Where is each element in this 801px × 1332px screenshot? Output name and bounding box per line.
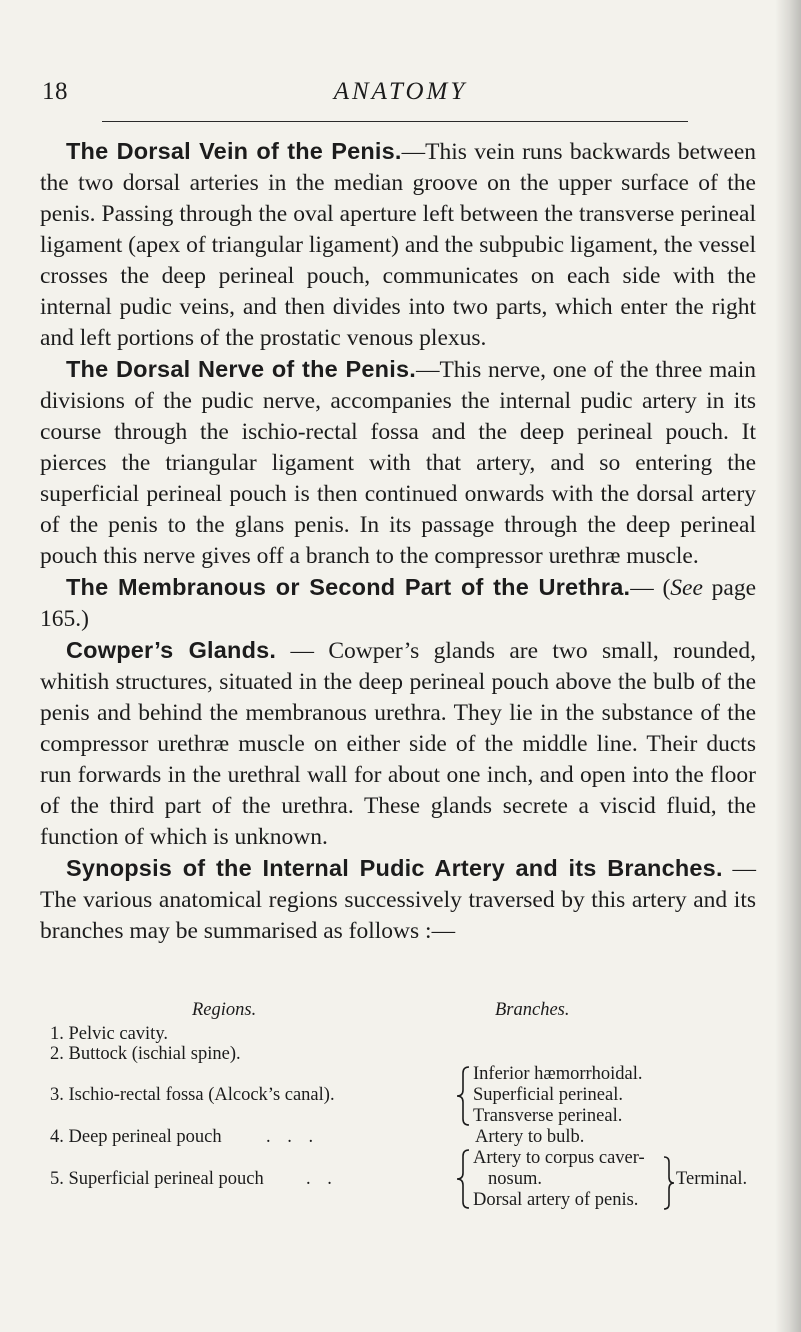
- branch-row: Artery to bulb.: [475, 1127, 585, 1147]
- heading-dorsal-nerve: The Dorsal Nerve of the Penis.: [66, 356, 416, 382]
- synopsis-table: [40, 1000, 756, 1220]
- text-dorsal-nerve: —This nerve, one of the three main divisions of the pudic nerve, accompanies the internal pudic artery in its course through the ischio-rectal fossa and the deep perineal pouch. It pierces the triangular ligament with that artery, and so entering the superficial perineal pouch is then continued onwards with the dorsal artery of the penis to the glans penis. In its passage through the deep perineal pouch this nerve gives off a branch to the compressor urethræ muscle.: [40, 357, 756, 569]
- left-brace-icon: [455, 1065, 471, 1127]
- page-edge-shadow: [775, 0, 801, 1332]
- heading-dorsal-vein: The Dorsal Vein of the Penis.: [66, 138, 402, 164]
- branches-header: Branches.: [495, 1000, 570, 1020]
- leader-dots: . .: [306, 1169, 338, 1189]
- text-dorsal-vein: —This vein runs backwards between the two dorsal arteries in the median groove on the upper surface of the penis. Passing through the oval aperture left between the transverse perineal ligament (apex of triangular ligament) and the subpubic ligament, the vessel crosses the deep perineal pouch, communicates on each side with the internal pudic veins, and then divides into two parts, which enter the right and left portions of the prostatic venous plexus.: [40, 139, 757, 351]
- running-head: [0, 78, 801, 118]
- terminal-label: Terminal.: [676, 1169, 748, 1189]
- region-row: 4. Deep perineal pouch: [50, 1127, 222, 1147]
- left-brace-icon: [455, 1148, 471, 1210]
- branch-row: Inferior hæmorrhoidal.: [473, 1064, 643, 1084]
- text-membranous-urethra-pre: — (: [630, 575, 671, 601]
- body-text: [40, 136, 756, 947]
- region-row: 1. Pelvic cavity.: [50, 1024, 168, 1044]
- leader-dots: . . .: [266, 1127, 320, 1147]
- region-row: 2. Buttock (ischial spine).: [50, 1044, 241, 1064]
- paragraph-dorsal-nerve: [40, 354, 756, 572]
- branch-row: Artery to corpus caver-: [473, 1148, 645, 1168]
- paragraph-synopsis: [40, 853, 756, 947]
- region-row: 3. Ischio-rectal fossa (Alcock’s canal).: [50, 1085, 335, 1105]
- region-row: 5. Superficial perineal pouch: [50, 1169, 264, 1189]
- text-see: See: [670, 575, 703, 601]
- branch-row: Superficial perineal.: [473, 1085, 623, 1105]
- branch-row: Dorsal artery of penis.: [473, 1190, 639, 1210]
- text-synopsis: — The various anatomical regions successively traversed by this artery and its branches may be summarised as follows :—: [40, 856, 756, 944]
- branch-row: Transverse perineal.: [473, 1106, 623, 1126]
- paragraph-dorsal-vein: [40, 136, 756, 354]
- paragraph-membranous-urethra: [40, 572, 756, 635]
- heading-synopsis: Synopsis of the Internal Pudic Artery and its Branches.: [66, 855, 723, 881]
- running-title: ANATOMY: [333, 78, 468, 105]
- heading-membranous-urethra: The Membranous or Second Part of the Urethra.: [66, 574, 631, 600]
- text-membranous-urethra: page 165.): [40, 575, 756, 632]
- paragraph-cowpers-glands: [40, 635, 756, 853]
- regions-header: Regions.: [192, 1000, 257, 1020]
- right-brace-icon: [662, 1155, 676, 1211]
- heading-cowpers-glands: Cowper’s Glands.: [66, 637, 277, 663]
- text-cowpers-glands: — Cowper’s glands are two small, rounded, whitish structures, situated in the deep perineal pouch above the bulb of the penis and behind the membranous urethra. They lie in the substance of the compressor urethræ muscle on either side of the middle line. Their ducts run forwards in the urethral wall for about one inch, and open into the floor of the third part of the urethra. These glands secrete a viscid fluid, the function of which is unknown.: [40, 638, 756, 850]
- branch-row: nosum.: [488, 1169, 542, 1189]
- page-number: 18: [42, 78, 68, 105]
- header-rule: [102, 121, 688, 122]
